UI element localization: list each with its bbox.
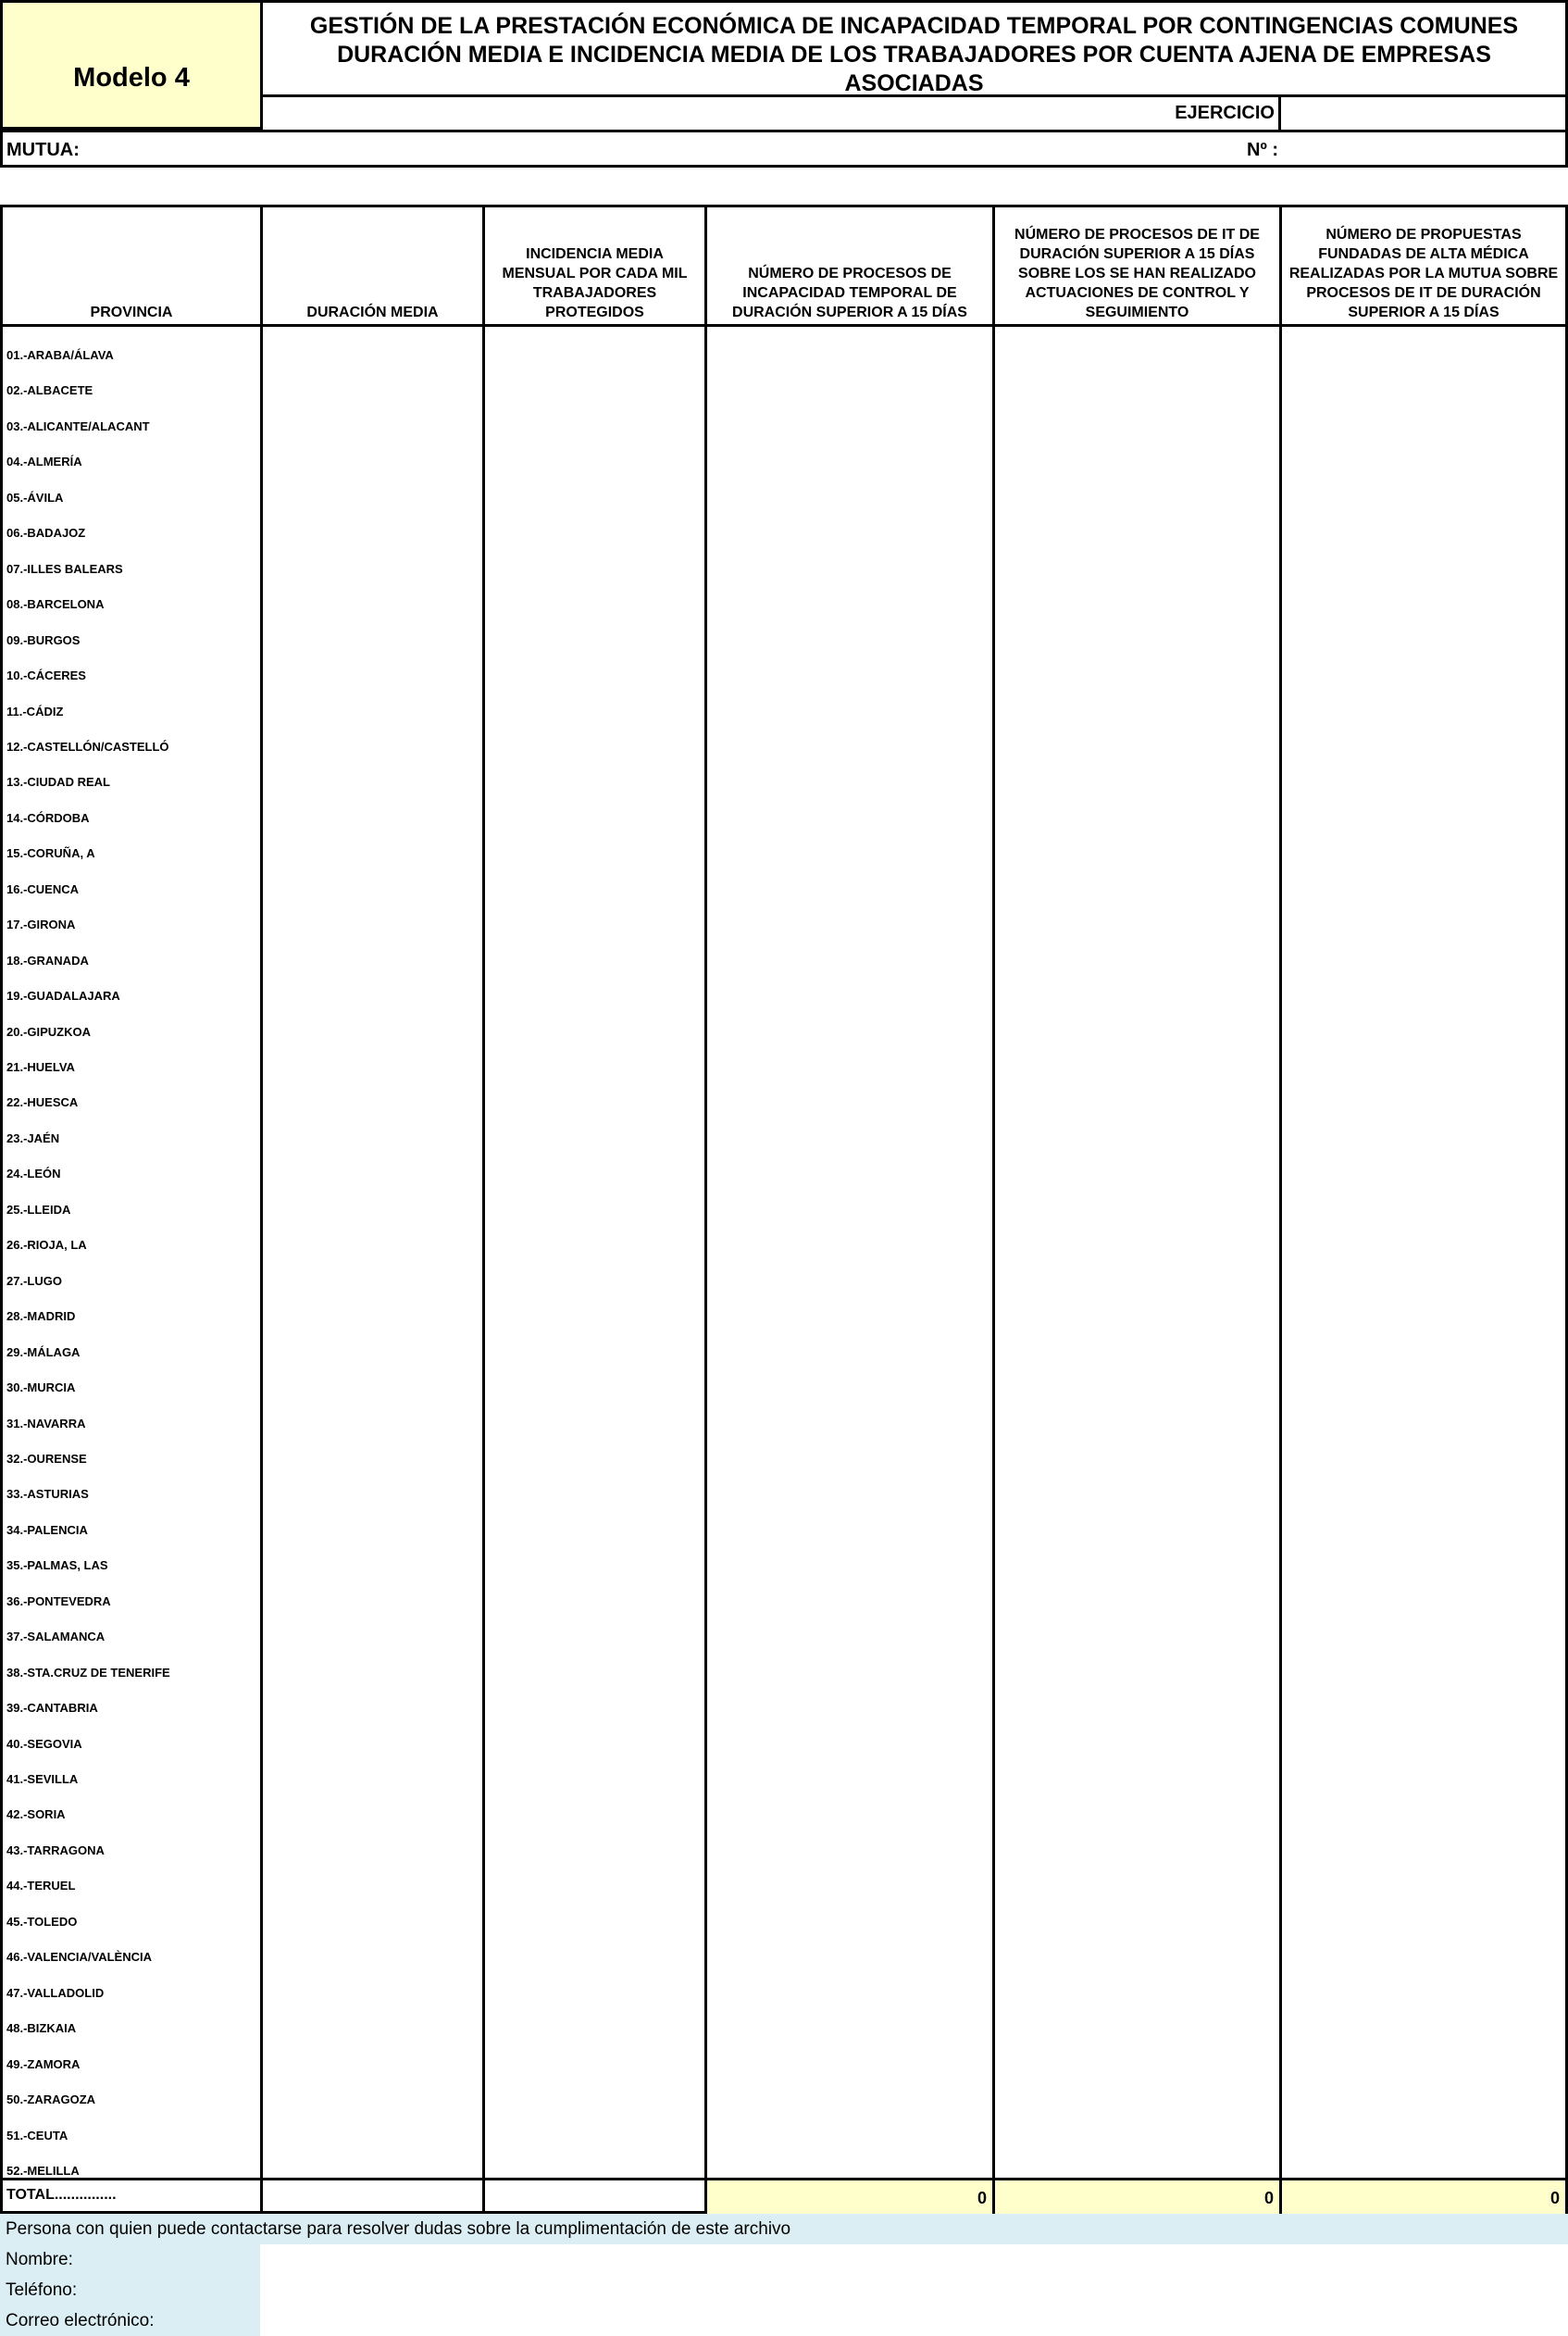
province-label: 18.-GRANADA [6,954,89,968]
province-label: 47.-VALLADOLID [6,1986,105,2000]
province-label: 23.-JAÉN [6,1131,60,1145]
province-label: 17.-GIRONA [6,918,76,931]
province-label: 34.-PALENCIA [6,1523,88,1537]
contact-phone-label: Teléfono: [0,2275,260,2305]
province-label: 28.-MADRID [6,1309,76,1323]
column-divider [704,207,707,2211]
province-label: 13.-CIUDAD REAL [6,775,110,789]
province-label: 15.-CORUÑA, A [6,846,95,860]
column-divider [992,207,995,2211]
province-label: 35.-PALMAS, LAS [6,1558,108,1572]
ejercicio-field[interactable] [1281,97,1565,130]
province-label: 07.-ILLES BALEARS [6,562,123,576]
province-label: 27.-LUGO [6,1274,62,1288]
province-label: 14.-CÓRDOBA [6,811,90,825]
province-label: 51.-CEUTA [6,2129,68,2142]
province-label: 10.-CÁCERES [6,668,86,682]
contact-name-label: Nombre: [0,2244,260,2275]
total-label: TOTAL............... [6,2187,117,2203]
province-label: 33.-ASTURIAS [6,1487,89,1501]
province-label: 30.-MURCIA [6,1380,76,1394]
title-line-2: DURACIÓN MEDIA E INCIDENCIA MEDIA DE LOS TRABAJADORES POR CUENTA AJENA DE EMPRESAS [337,42,1491,68]
province-label: 12.-CASTELLÓN/CASTELLÓ [6,740,169,754]
province-label: 45.-TOLEDO [6,1915,78,1929]
province-label: 08.-BARCELONA [6,597,105,611]
model-label: Modelo 4 [3,3,263,130]
contact-prompt: Persona con quien puede contactarse para resolver dudas sobre la cumplimentación de este archivo [0,2214,1568,2244]
province-label: 09.-BURGOS [6,633,81,647]
province-label: 49.-ZAMORA [6,2057,81,2071]
column-header-procesos: NÚMERO DE PROCESOS DE INCAPACIDAD TEMPORAL DE DURACIÓN SUPERIOR A 15 DÍAS [732,266,967,320]
province-label: 39.-CANTABRIA [6,1701,98,1715]
province-label: 29.-MÁLAGA [6,1345,81,1359]
province-label: 44.-TERUEL [6,1879,76,1893]
total-procesos: 0 [707,2180,992,2214]
numero-label: Nº : [1247,140,1278,160]
province-label: 02.-ALBACETE [6,383,93,397]
province-label: 21.-HUELVA [6,1060,75,1074]
province-label: 01.-ARABA/ÁLAVA [6,348,114,362]
form-header [0,0,1568,168]
province-label: 32.-OURENSE [6,1452,87,1466]
province-label: 48.-BIZKAIA [6,2021,77,2035]
province-label: 36.-PONTEVEDRA [6,1594,111,1608]
contact-name-field[interactable] [260,2244,1568,2275]
province-label: 38.-STA.CRUZ DE TENERIFE [6,1666,170,1680]
province-label: 31.-NAVARRA [6,1417,86,1430]
province-label: 50.-ZARAGOZA [6,2092,96,2106]
province-label: 52.-MELILLA [6,2164,80,2178]
province-label: 24.-LEÓN [6,1167,61,1180]
province-label: 37.-SALAMANCA [6,1630,106,1643]
province-label: 46.-VALENCIA/VALÈNCIA [6,1950,152,1964]
column-divider [482,207,485,2211]
contact-email-field[interactable] [260,2305,1568,2336]
province-label: 42.-SORIA [6,1807,66,1821]
column-header-duracion: DURACIÓN MEDIA [306,305,439,320]
contact-email-label: Correo electrónico: [0,2305,260,2336]
province-label: 41.-SEVILLA [6,1772,79,1786]
header-row-divider [3,324,1565,327]
province-label: 03.-ALICANTE/ALACANT [6,419,150,433]
province-label: 06.-BADAJOZ [6,526,86,540]
column-header-incidencia: INCIDENCIA MEDIA MENSUAL POR CADA MIL TRABAJADORES PROTEGIDOS [502,246,688,320]
ejercicio-label: EJERCICIO [263,97,1281,130]
column-header-provincia: PROVINCIA [90,305,173,320]
province-label: 25.-LLEIDA [6,1203,71,1217]
header-divider [3,130,1565,132]
province-label: 22.-HUESCA [6,1095,79,1109]
column-header-control: NÚMERO DE PROCESOS DE IT DE DURACIÓN SUPERIOR A 15 DÍAS SOBRE LOS SE HAN REALIZADO ACTUACIONES DE CONTROL Y SEGUIMIENTO [1014,227,1260,320]
column-divider [1279,207,1282,2211]
contact-phone-field[interactable] [260,2275,1568,2305]
mutua-label: MUTUA: [6,140,80,160]
province-label: 04.-ALMERÍA [6,455,82,468]
province-table [0,205,1568,2214]
column-divider [260,207,263,2211]
column-header-propuestas: NÚMERO DE PROPUESTAS FUNDADAS DE ALTA MÉDICA REALIZADAS POR LA MUTUA SOBRE PROCESOS DE IT DE DURACIÓN SUPERIOR A 15 DÍAS [1288,227,1559,320]
total-control: 0 [995,2180,1279,2214]
province-label: 43.-TARRAGONA [6,1843,105,1857]
total-propuestas: 0 [1282,2180,1565,2214]
title-line-3: ASOCIADAS [844,70,984,96]
province-label: 26.-RIOJA, LA [6,1238,87,1252]
form-title [263,3,1565,97]
province-label: 05.-ÁVILA [6,491,64,505]
province-label: 40.-SEGOVIA [6,1737,82,1751]
province-label: 16.-CUENCA [6,882,80,896]
province-label: 11.-CÁDIZ [6,705,64,718]
contact-section [0,2214,1568,2336]
province-label: 20.-GIPUZKOA [6,1025,92,1039]
title-line-1: GESTIÓN DE LA PRESTACIÓN ECONÓMICA DE INCAPACIDAD TEMPORAL POR CONTINGENCIAS COMUNES [309,13,1519,39]
province-label: 19.-GUADALAJARA [6,989,120,1003]
